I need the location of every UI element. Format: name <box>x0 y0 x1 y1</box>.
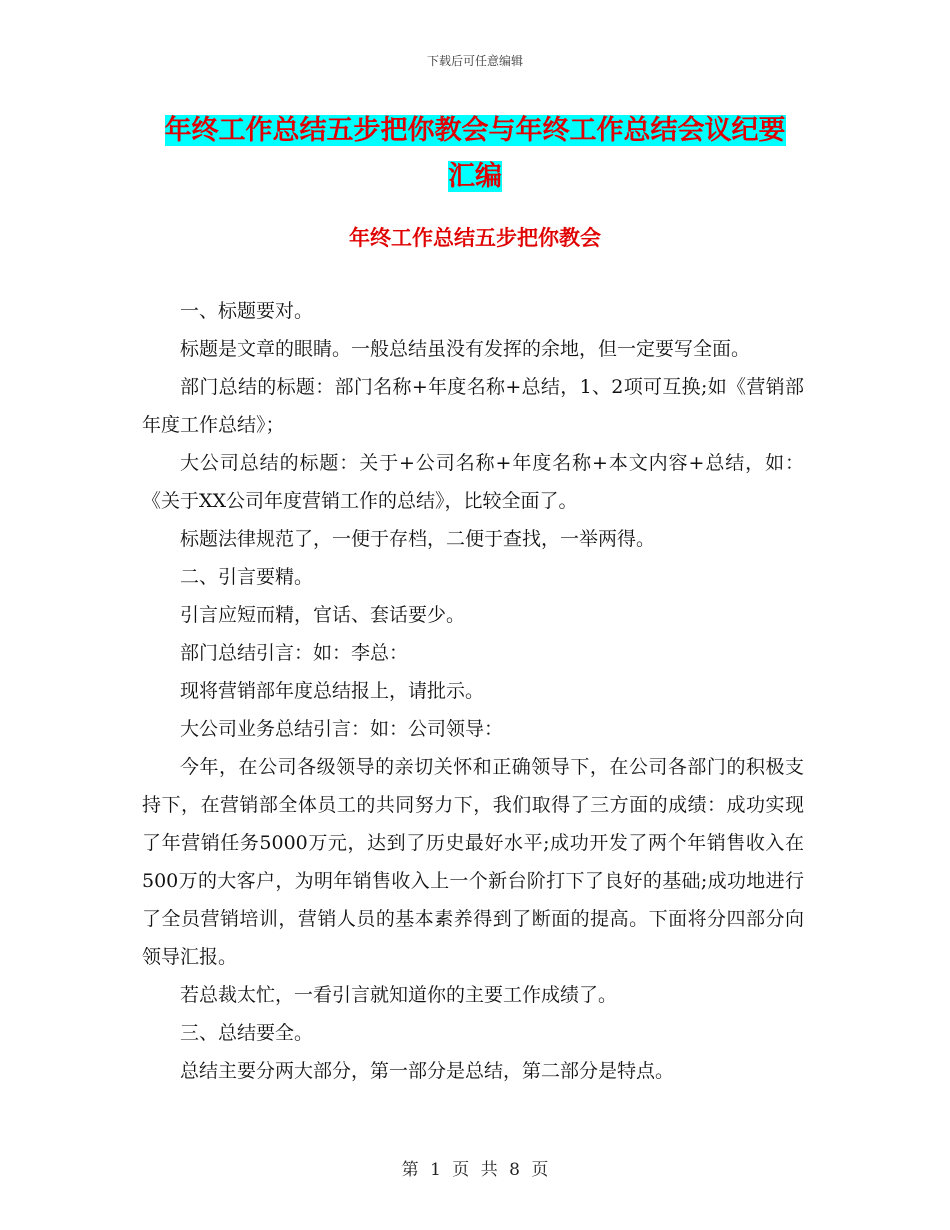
section-title: 年终工作总结五步把你教会 <box>349 226 601 250</box>
paragraph: 若总裁太忙，一看引言就知道你的主要工作成绩了。 <box>180 984 618 1006</box>
document-body <box>142 292 804 1090</box>
document-title <box>145 108 805 200</box>
paragraph: 标题是文章的眼睛。一般总结虽没有发挥的余地，但一定要写全面。 <box>180 338 751 360</box>
document-title-line-1: 年终工作总结五步把你教会与年终工作总结会议纪要 <box>164 115 786 146</box>
paragraph: 引言应短而精，官话、套话要少。 <box>180 604 466 626</box>
document-title-line-2: 汇编 <box>448 161 502 192</box>
paragraph: 大公司总结的标题：关于+公司名称+年度名称+本文内容+总结，如：《关于XX公司年度营销工作的总结》，比较全面了。 <box>142 452 804 512</box>
paragraph: 总结主要分两大部分，第一部分是总结，第二部分是特点。 <box>180 1060 675 1082</box>
header-note: 下载后可任意编辑 <box>426 54 523 68</box>
paragraph: 二、引言要精。 <box>180 566 314 588</box>
paragraph: 三、总结要全。 <box>180 1022 314 1044</box>
paragraph: 今年，在公司各级领导的亲切关怀和正确领导下，在公司各部门的积极支持下，在营销部全体员工的共同努力下，我们取得了三方面的成绩：成功实现了年营销任务5000万元，达到了历史最好水平;成功开发了两个年销售收入在500万的大客户，为明年销售收入上一个新台阶打下了良好的基础;成功地进行了全员营销培训，营销人员的基本素养得到了断面的提高。下面将分四部分向领导汇报。 <box>142 756 804 968</box>
paragraph: 现将营销部年度总结报上，请批示。 <box>180 680 485 702</box>
paragraph: 大公司业务总结引言：如：公司领导： <box>180 718 504 740</box>
paragraph: 部门总结的标题：部门名称+年度名称+总结，1、2项可互换;如《营销部年度工作总结》； <box>142 376 804 436</box>
paragraph: 部门总结引言：如：李总： <box>180 642 409 664</box>
paragraph: 标题法律规范了，一便于存档，二便于查找，一举两得。 <box>180 528 656 550</box>
page-footer: 第 1 页 共 8 页 <box>401 1160 549 1180</box>
paragraph: 一、标题要对。 <box>180 300 314 322</box>
